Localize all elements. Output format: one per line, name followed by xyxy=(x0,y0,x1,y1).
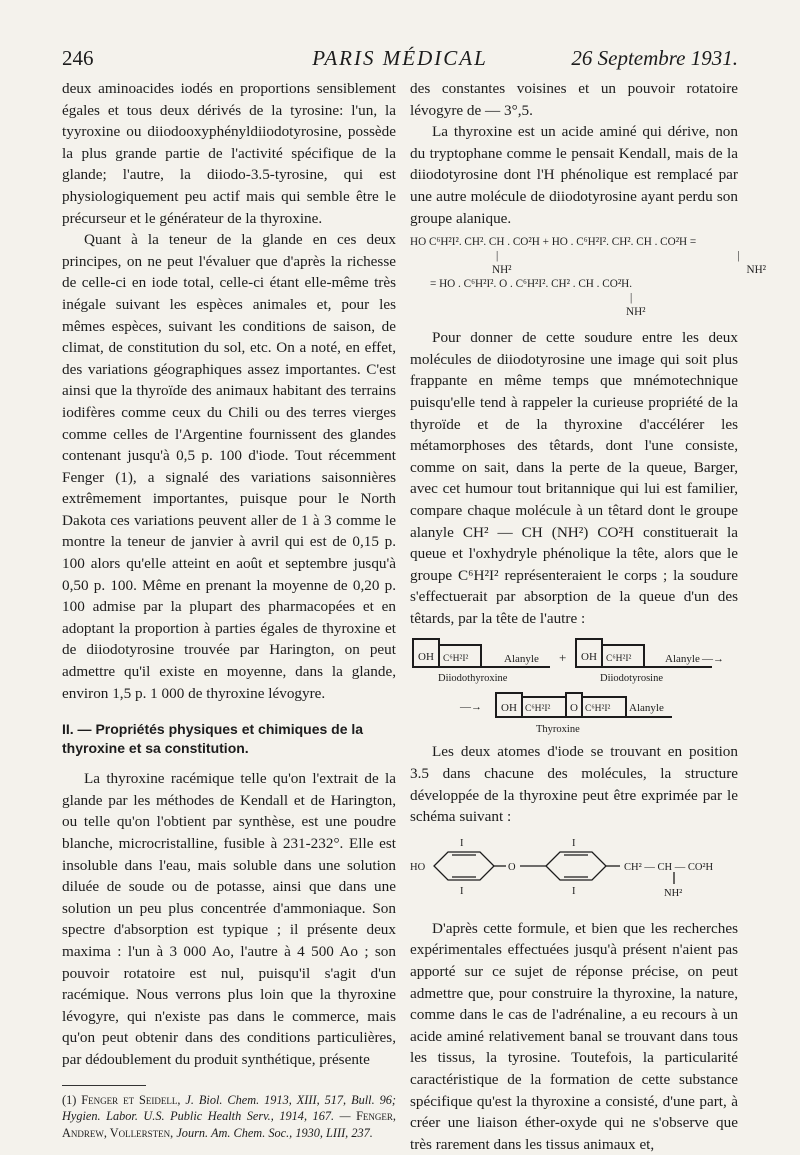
footnote-reference: Journ. Am. Chem. Soc., 1930, LIII, 237. xyxy=(176,1125,373,1140)
oh-label: OH xyxy=(581,651,597,664)
page-header xyxy=(62,40,738,74)
plus-sign: + xyxy=(559,650,567,666)
alanyl-label: Alanyle xyxy=(629,702,664,715)
alanyl-label: Alanyle xyxy=(665,653,700,666)
iodine-label: I xyxy=(460,885,464,897)
oxygen-label: O xyxy=(508,861,516,873)
structural-formula xyxy=(410,834,738,912)
benzene-ring xyxy=(546,852,606,880)
paragraph: Quant à la teneur de la glande en ces deux principes, on ne peut l'évaluer que d'après la richesse de celle-ci en iode total, celle-ci étant elle-même très inégale suivant les espèces animales et, pour les mêmes espèces, suivant les conditions de saison, de climat, de constitution du sol, etc. On a noté, en effet, des variations géographiques assez importantes. C'est ainsi que la thyroïde des animaux habitant des terrains iodifères comme ceux du Chili ou des terres vierges comme celles de l'Argentine fournissent des glandes contenant jusqu'à 0,5 p. 100 d'iode. Tout récemment Fenger (1), a signalé des variations saisonnières extrêmement importantes, puisque pour le North Dakota ces variations peuvent aller de 1 à 3 comme le montre la teneur de janvier à avril qui est de 0,15 p. 100 alors qu'elle atteint en août et septembre jusqu'à 0,50 p. 100. Même en prenant la moyenne de 0,20 p. 100 admise par la plupart des pharmacopées et en adoptant la proportion à parties égales de thyroxine et de diiodotyrosine trouvée par Harington, on peut admettre qu'il existe en moyenne, dans la glande, environ 1,5 p. 1 000 de thyroxine lévogyre. xyxy=(62,231,396,702)
paragraph: La thyroxine est un acide aminé qui dérive, non du tryptophane comme le pensait Kendall, mais de la diiodotyrosine dont l'H phénolique est remplacé par une autre molécule de diiodotyrosine ayant perdu son groupe alanique. xyxy=(410,123,738,227)
oxygen-label: O xyxy=(570,702,578,715)
oh-label: OH xyxy=(501,702,517,715)
amine-group: NH² xyxy=(746,264,767,277)
equation-line: = HO . C⁶H²I². O . C⁶H²I². CH² . CH . CO²H. xyxy=(430,278,633,291)
reaction-equation: HO C⁶H²I². CH². CH . CO²H + HO . C⁶H²I². CH². CH . CO²H = | | NH² NH² = HO . C⁶H²I². O . C⁶H²I². CH² . CH . CO²H. | NH² xyxy=(410,236,767,319)
left-column xyxy=(62,78,396,1141)
oh-label: OH xyxy=(418,651,434,664)
paragraph: des constantes voisines et un pouvoir rotatoire lévogyre de — 3°,5. xyxy=(410,80,738,119)
journal-title: PARIS MÉDICAL xyxy=(312,46,488,70)
page-number: 246 xyxy=(62,46,94,70)
arrow: —→ xyxy=(460,701,482,714)
footnote-reference: J. Biol. Chem. 1913, XIII, 517, Bull. 96; Hygien. Labor. U.S. Public Health Serv., 1914, 167. — xyxy=(62,1092,397,1124)
paragraph: La thyroxine racémique telle qu'on l'extrait de la glande par les méthodes de Kendall et de Harington, ou telle qu'on l'obtient par synthèse, est une poudre blanche, microcristalline, fusible à 231-232°. Elle est insoluble dans l'eau, mais soluble dans une solution diluée de soude ou de potasse, ainsi que dans une solution un peu plus concentrée d'ammoniaque. Son spectre d'absorption est typique ; il présente deux maxima : l'un à 3 000 Ao, l'autre à 4 500 Ao ; son pouvoir rotatoire est nul, puisqu'il s'agit d'un racémique. Nous verrons plus loin que la thyroxine lévogyre, qui n'existe pas dans le commerce, mais qu'on peut obtenir dans des conditions particulières, par dédoublement du produit synthétique, présente xyxy=(62,770,396,1068)
paragraph: Les deux atomes d'iode se trouvant en position 3.5 dans chacune des molécules, la structure développée de la thyroxine peut être exprimée par le schéma suivant : xyxy=(410,743,738,826)
paragraph: Pour donner de cette soudure entre les deux molécules de diiodotyrosine une image qui soit plus frappante en même temps que mnémotechnique puisqu'elle tend à rappeler la curieuse propriété de la thyroïde et de la thyroxine d'accélérer les métamorphoses des têtards, dont l'une consiste, comme on sait, dans la perte de la queue, Barger, avec cet humour tout britannique qui lui est familier, compare chaque molécule à un têtard dont le groupe alanyle CH² — CH (NH²) CO²H constituerait la queue et l'oxhydryle phénolique la tête, alors que le groupe C⁶H²I² représenteraient le corps ; la soudure s'effectuerait par absorption de la queue d'un des têtards, par la tête de l'autre : xyxy=(410,329,738,627)
molecule-label: Thyroxine xyxy=(536,724,580,736)
iodine-label: I xyxy=(572,885,576,897)
footnote-authors: Fenger, Andrew, Vollersten, xyxy=(62,1109,396,1140)
alanyl-label: Alanyle xyxy=(504,653,539,666)
ring-label: C⁶H²I² xyxy=(525,704,551,715)
footnote-authors: (1) Fenger et Seidell, xyxy=(62,1092,181,1107)
equation-line: HO C⁶H²I². CH². CH . CO²H + HO . C⁶H²I². CH². CH . CO²H = xyxy=(410,236,697,249)
hydroxyl-label: HO xyxy=(410,861,426,873)
iodine-label: I xyxy=(460,837,464,849)
amine-group: NH² xyxy=(626,306,646,319)
benzene-ring xyxy=(434,852,494,880)
paragraph: D'après cette formule, et bien que les recherches expérimentales effectuées jusqu'à présent n'aient pas apporté sur ce sujet de réponse précise, on peut admettre que, pour construire la thyroxine, la nature, comme dans le cas de l'adrénaline, a eu recours à un acide aminé relativement banal se trouvant dans tous les tissus, la tyrosine. Toutefois, la particularité caractéristique de la formation de cette substance spécifique qu'est la thyroxine a consisté, d'une part, à créer une liaison éther-oxyde qui ne s'observe que très rarement dans les tissus animaux et, xyxy=(410,919,738,1153)
right-column xyxy=(410,78,767,1155)
iodine-label: I xyxy=(572,837,576,849)
paragraph: deux aminoacides iodés en proportions sensiblement égales et tous deux dérivés de la tyrosine: l'un, la tyyroxine ou diiodooxyphényldiiodotyrosine, possède la plus grande partie de l'activité spécifique de la glande; l'autre, la diiodo-3.5-tyrosine, qui est physiologiquement peu actif mais qui semble être le précurseur et le générateur de la thyroxine. xyxy=(62,80,396,227)
amine-group: NH² xyxy=(664,887,683,899)
arrow: —→ xyxy=(702,653,724,666)
footnote-divider xyxy=(62,1085,146,1086)
alanyl-chain: CH² — CH — CO²H xyxy=(624,861,714,873)
section-heading: II. — Propriétés physiques et chimiques de la thyroxine et sa constitution. xyxy=(62,721,364,757)
ring-label: C⁶H²I² xyxy=(585,704,611,715)
ring-label: C⁶H²I² xyxy=(443,654,469,665)
ring-label: C⁶H²I² xyxy=(606,654,632,665)
issue-date: 26 Septembre 1931. xyxy=(571,46,738,70)
molecule-label: Diiodothyroxine xyxy=(438,673,508,685)
molecule-label: Diiodotyrosine xyxy=(600,673,663,685)
amine-group: NH² xyxy=(492,264,512,277)
footnote xyxy=(62,1092,396,1142)
tadpole-diagram xyxy=(410,635,738,735)
